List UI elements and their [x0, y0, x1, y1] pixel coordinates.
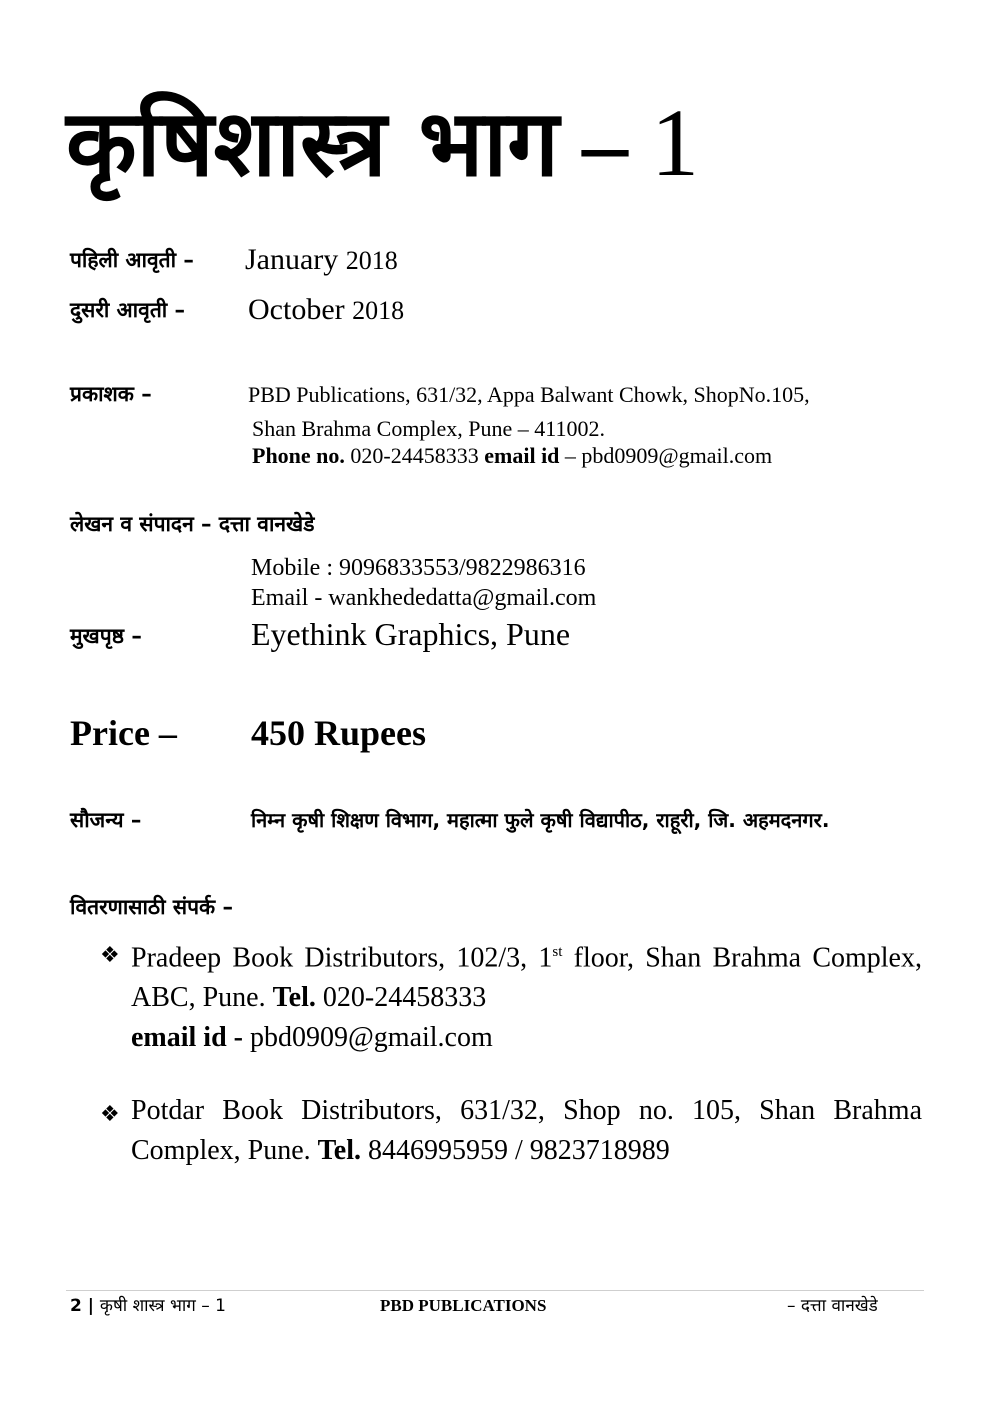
book-title-dash: –	[558, 93, 651, 195]
first-edition-year: 2018	[345, 246, 398, 275]
publisher-phone: 020-24458333	[350, 443, 479, 468]
first-edition-month: January	[245, 243, 339, 276]
distributor-text	[131, 932, 922, 1058]
author-label: लेखन व संपादन – दत्ता वानखेडे	[70, 512, 315, 536]
courtesy-label: सौजन्य –	[70, 808, 142, 832]
publisher-address-line2: Shan Brahma Complex, Pune – 411002.	[252, 416, 605, 441]
footer-book-title: कृषी शास्त्र भाग – 1	[99, 1296, 226, 1316]
publisher-address-line1: PBD Publications, 631/32, Appa Balwant Chowk, ShopNo.105,	[248, 382, 810, 407]
distributor-tel: 8446995959 / 9823718989	[360, 1135, 670, 1166]
author-email: Email - wankhededatta@gmail.com	[251, 585, 597, 611]
floor-ordinal: st	[552, 944, 563, 960]
distributor-name-address: Potdar Book Distributors, 631/32, Shop no. 105, Shan Brahma Complex, Pune.	[131, 1095, 922, 1166]
distribution-label: वितरणासाठी संपर्क –	[70, 895, 233, 919]
publisher-label: प्रकाशक –	[70, 382, 152, 406]
footer-separator: |	[81, 1296, 100, 1316]
first-edition-label: पहिली आवृती –	[70, 248, 194, 272]
distributor-email: pbd0909@gmail.com	[243, 1022, 493, 1054]
publisher-email-sep: –	[564, 443, 576, 468]
distributor-text	[131, 1091, 922, 1171]
publisher-contact	[252, 442, 772, 470]
distributor-tel-label: Tel.	[272, 982, 316, 1014]
distributor-tel-label: Tel.	[317, 1135, 361, 1166]
diamond-bullet-icon: ❖	[100, 943, 120, 968]
footer-author: – दत्ता वानखेडे	[787, 1296, 878, 1316]
book-title-number: 1	[650, 89, 699, 196]
diamond-bullet-icon: ❖	[100, 1102, 120, 1127]
publisher-phone-label: Phone no.	[252, 443, 345, 468]
author-mobile: Mobile : 9096833553/9822986316	[251, 555, 586, 581]
footer-divider	[66, 1290, 924, 1291]
publisher-email: pbd0909@gmail.com	[581, 443, 773, 468]
second-edition-year: 2018	[352, 296, 405, 325]
distributor-item	[100, 1091, 922, 1171]
courtesy-value: निम्न कृषी शिक्षण विभाग, महात्मा फुले कृषी विद्यापीठ, राहूरी, जि. अहमदनगर.	[251, 808, 830, 832]
distributor-address-cont: floor, Shan Brahma Complex, ABC, Pune.	[131, 942, 922, 1014]
cover-label: मुखपृष्ठ –	[70, 624, 142, 648]
price-label: Price –	[70, 713, 177, 753]
distributor-email-label: email id -	[131, 1022, 243, 1054]
second-edition-date	[248, 292, 404, 329]
second-edition-label: दुसरी आवृती –	[70, 298, 186, 322]
footer-page-number: 2	[70, 1296, 82, 1316]
book-title	[66, 88, 699, 199]
first-edition-date	[245, 242, 398, 279]
book-title-text: कृषिशास्त्र भाग	[66, 90, 559, 197]
distributor-item	[100, 932, 922, 1058]
cover-designer: Eyethink Graphics, Pune	[251, 616, 571, 652]
distributor-tel: 020-24458333	[315, 982, 487, 1014]
footer-publisher: PBD PUBLICATIONS	[380, 1296, 547, 1315]
price-value: 450 Rupees	[251, 713, 427, 753]
second-edition-month: October	[248, 293, 345, 326]
distributor-name-address: Pradeep Book Distributors, 102/3, 1	[131, 942, 553, 974]
publisher-email-label: email id	[484, 443, 560, 468]
footer-left	[70, 1294, 226, 1318]
